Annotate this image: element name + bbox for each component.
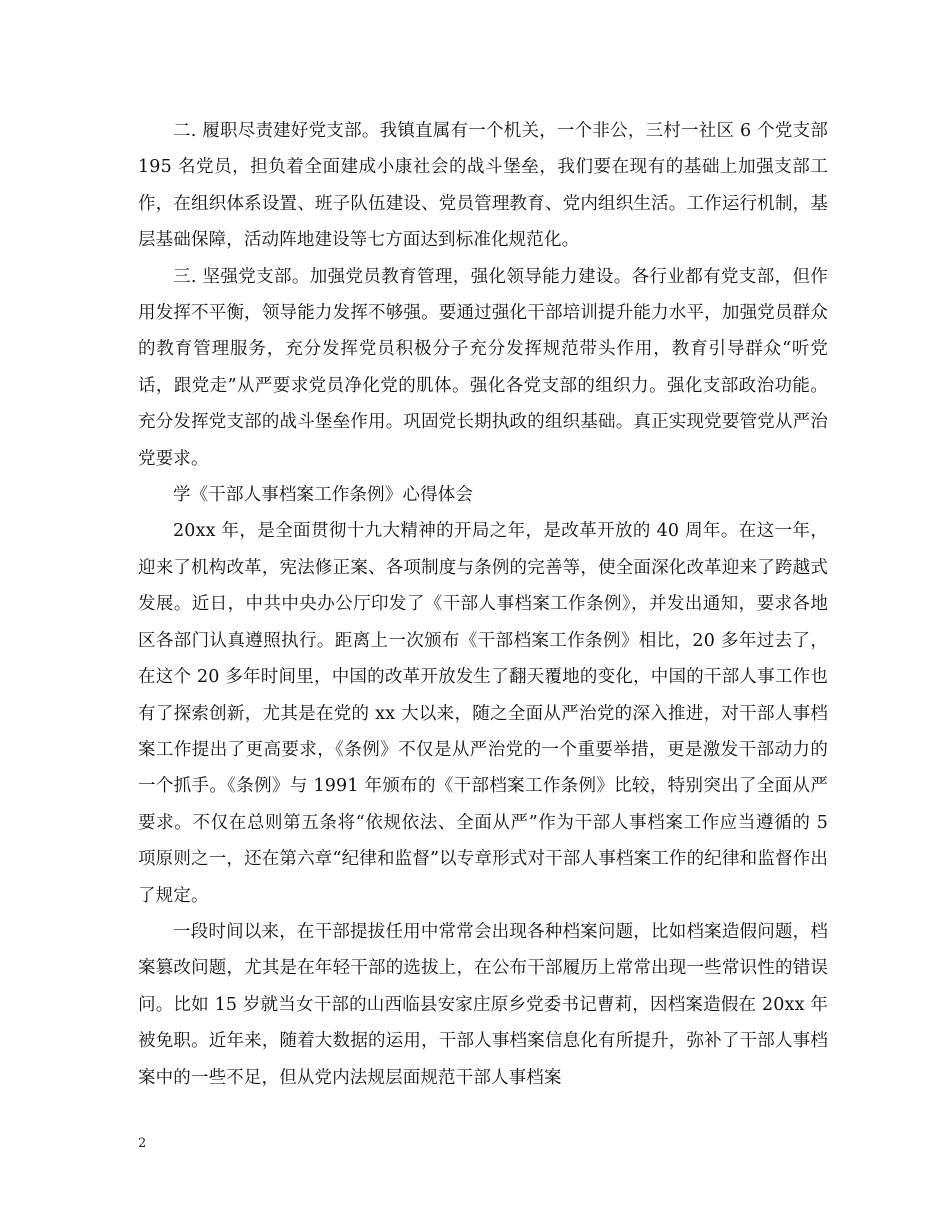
document-body [138, 113, 828, 1096]
paragraph-regulation-intro: 20xx 年，是全面贯彻十九大精神的开局之年，是改革开放的 40 周年。在这一年，迎来了机构改革，宪法修正案、各项制度与条例的完善等，使全面深化改革迎来了跨越式发展。近日，中共中央办公厅印发了《干部人事档案工作条例》，并发出通知，要求各地区各部门认真遵照执行。距离上一次颁布《干部档案工作条例》相比，20 多年过去了，在这个 20 多年时间里，中国的改革开放发生了翻天覆地的变化，中国的干部人事工作也有了探索创新，尤其是在党的 xx 大以来，随之全面从严治党的深入推进，对干部人事档案工作提出了更高要求，《条例》不仅是从严治党的一个重要举措，更是激发干部动力的一个抓手。《条例》与 1991 年颁布的《干部档案工作条例》比较，特别突出了全面从严要求。不仅在总则第五条将“依规依法、全面从严”作为干部人事档案工作应当遵循的 5 项原则之一，还在第六章“纪律和监督”以专章形式对干部人事档案工作的纪律和监督作出了规定。 [138, 521, 828, 906]
paragraph-2-duties: 二. 履职尽责建好党支部。我镇直属有一个机关，一个非公，三村一社区 6 个党支部 195 名党员，担负着全面建成小康社会的战斗堡垒，我们要在现有的基础上加强支部工作，在组织体系设置、班子队伍建设、党员管理教育、党内组织生活。工作运行机制，基层基础保障，活动阵地建设等七方面达到标准化规范化。 [138, 121, 828, 251]
paragraph-3-strengthen: 三. 坚强党支部。加强党员教育管理，强化领导能力建设。各行业都有党支部，但作用发挥不平衡，领导能力发挥不够强。要通过强化干部培训提升能力水平，加强党员群众的教育管理服务，充分发挥党员积极分子充分发挥规范带头作用，教育引导群众“听党话，跟党走”从严要求党员净化党的肌体。强化各党支部的组织力。强化支部政治功能。充分发挥党支部的战斗堡垒作用。巩固党长期执政的组织基础。真正实现党要管党从严治党要求。 [138, 266, 828, 469]
page-number: 2 [138, 1136, 147, 1151]
section-heading: 学《干部人事档案工作条例》心得体会 [173, 485, 474, 506]
paragraph-archive-problems: 一段时间以来，在干部提拔任用中常常会出现各种档案问题，比如档案造假问题，档案篡改问题，尤其是在年轻干部的选拔上，在公布干部履历上常常出现一些常识性的错误问。比如 15 岁就当女干部的山西临县安家庄原乡党委书记曹莉，因档案造假在 20xx 年被免职。近年来，随着大数据的运用，干部人事档案信息化有所提升，弥补了干部人事档案中的一些不足，但从党内法规层面规范干部人事档案 [138, 921, 828, 1088]
